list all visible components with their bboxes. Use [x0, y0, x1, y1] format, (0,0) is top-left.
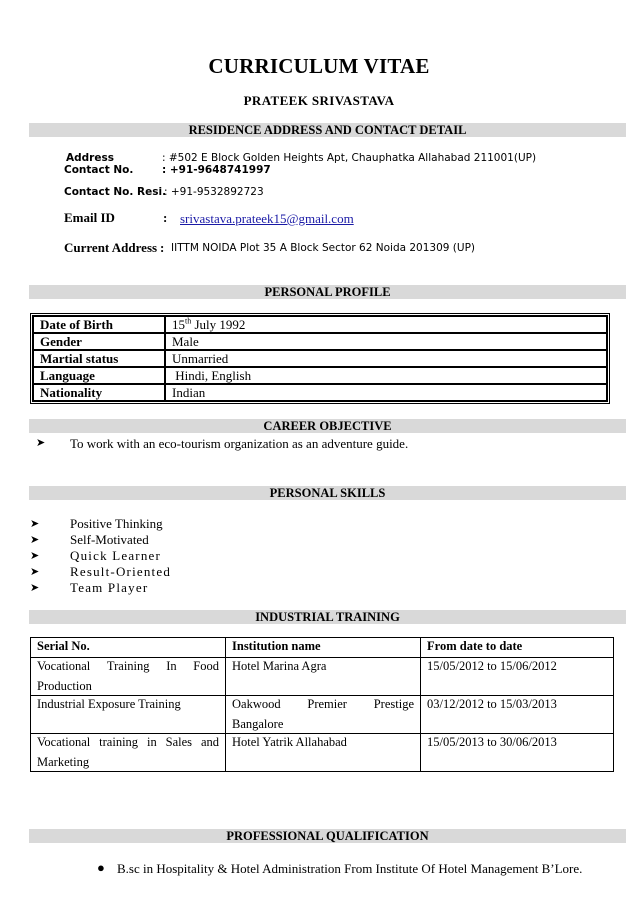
table-cell: Oakwood Premier Prestige Bangalore — [226, 696, 421, 734]
email-label: Email ID — [64, 210, 115, 225]
current-address-colon: : — [160, 240, 165, 255]
section-header-training: INDUSTRIAL TRAINING — [29, 610, 626, 624]
section-header-skills: PERSONAL SKILLS — [29, 486, 626, 500]
column-header: Institution name — [226, 638, 421, 658]
candidate-name: PRATEEK SRIVASTAVA — [243, 93, 395, 108]
contact-row — [64, 164, 133, 176]
table-header-row — [31, 638, 614, 658]
table-row — [31, 734, 614, 772]
column-header: From date to date — [421, 638, 614, 658]
profile-key: Gender — [33, 333, 165, 350]
profile-value: Male — [165, 333, 607, 350]
profile-value: Indian — [165, 384, 607, 401]
profile-value: Hindi, English — [165, 367, 607, 384]
current-address-value: IITTM NOIDA Plot 35 A Block Sector 62 Noida 201309 (UP) — [171, 242, 476, 254]
arrow-bullet-icon: ➤ — [30, 549, 40, 562]
table-row — [31, 658, 614, 696]
profile-key: Language — [33, 367, 165, 384]
table-row — [33, 333, 607, 350]
table-cell: 03/12/2012 to 15/03/2013 — [421, 696, 614, 734]
table-cell: Vocational training in Sales and Marketing — [31, 734, 226, 772]
current-address-label: Current Address — [64, 240, 158, 255]
profile-table — [30, 313, 610, 404]
list-item: Team Player — [70, 580, 149, 595]
profile-key: Date of Birth — [33, 316, 165, 333]
list-item: Quick Learner — [70, 548, 162, 563]
profile-value: Unmarried — [165, 350, 607, 367]
email-link[interactable]: srivastava.prateek15@gmail.com — [180, 211, 354, 226]
arrow-bullet-icon: ➤ — [30, 565, 40, 578]
arrow-bullet-icon: ➤ — [30, 517, 40, 530]
contact-label: Contact No. — [64, 164, 134, 176]
table-cell: Vocational Training In Food Production — [31, 658, 226, 696]
resi-label: Contact No. Resi. — [64, 186, 167, 198]
table-cell: Hotel Yatrik Allahabad — [226, 734, 421, 772]
objective-text: To work with an eco-tourism organization as an adventure guide. — [70, 436, 409, 451]
training-table — [30, 637, 614, 772]
resi-value: : +91-9532892723 — [164, 186, 264, 198]
section-header-qualification: PROFESSIONAL QUALIFICATION — [29, 829, 626, 843]
profile-key: Nationality — [33, 384, 165, 401]
dot-bullet-icon: ● — [97, 860, 105, 875]
list-item: Result-Oriented — [70, 564, 172, 579]
section-header-profile: PERSONAL PROFILE — [29, 285, 626, 299]
contact-value: : +91-9648741997 — [162, 164, 271, 176]
table-cell: 15/05/2012 to 15/06/2012 — [421, 658, 614, 696]
document-title: CURRICULUM VITAE — [208, 54, 430, 78]
section-header-contact: RESIDENCE ADDRESS AND CONTACT DETAIL — [29, 123, 626, 137]
section-header-objective: CAREER OBJECTIVE — [29, 419, 626, 433]
email-colon: : — [163, 210, 168, 225]
table-cell: 15/05/2013 to 30/06/2013 — [421, 734, 614, 772]
list-item: B.sc in Hospitality & Hotel Administration From Institute Of Hotel Management B’Lore. — [117, 861, 583, 876]
arrow-bullet-icon: ➤ — [30, 581, 40, 594]
table-cell: Hotel Marina Agra — [226, 658, 421, 696]
table-row — [33, 384, 607, 401]
list-item: Positive Thinking — [70, 516, 163, 531]
arrow-bullet-icon: ➤ — [36, 436, 46, 449]
column-header: Serial No. — [31, 638, 226, 658]
address-value: : #502 E Block Golden Heights Apt, Chauphatka Allahabad 211001(UP) — [162, 152, 537, 164]
address-row — [66, 152, 114, 164]
arrow-bullet-icon: ➤ — [30, 533, 40, 546]
list-item: Self-Motivated — [70, 532, 149, 547]
table-cell: Industrial Exposure Training — [31, 696, 226, 734]
table-row — [33, 316, 607, 333]
address-label: Address — [66, 152, 114, 164]
table-row — [31, 696, 614, 734]
table-row — [33, 350, 607, 367]
profile-value: 15th July 1992 — [165, 316, 607, 333]
resi-row — [64, 186, 166, 198]
table-row — [33, 367, 607, 384]
profile-key: Martial status — [33, 350, 165, 367]
